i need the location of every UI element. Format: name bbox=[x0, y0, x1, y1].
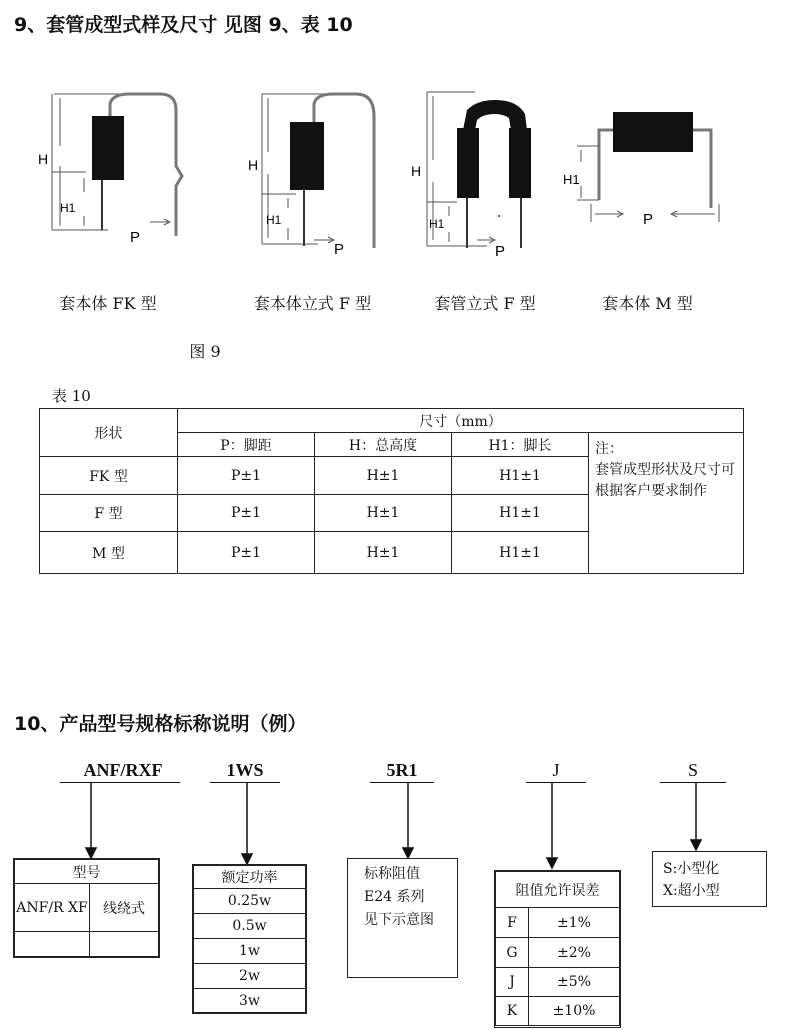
col-header-h1: H1：脚长 bbox=[452, 433, 589, 457]
row-p: P±1 bbox=[178, 532, 315, 574]
model-box bbox=[13, 858, 160, 958]
code-tolerance: J bbox=[552, 760, 560, 780]
size-line1: S:小型化 bbox=[663, 861, 720, 877]
power-box bbox=[192, 864, 307, 1014]
note-header: 注： bbox=[595, 441, 623, 457]
m-p-label: P bbox=[643, 211, 654, 228]
note-text: 套管成型形状及尺寸可根据客户要求制作 bbox=[595, 462, 735, 499]
resistance-line3: 见下示意图 bbox=[364, 912, 434, 928]
power-value: 3w bbox=[194, 989, 306, 1013]
code-resistance: 5R1 bbox=[386, 760, 418, 780]
dim-header: 尺寸（mm） bbox=[178, 409, 744, 433]
resistance-box bbox=[347, 858, 458, 978]
tolerance-code: G bbox=[496, 938, 529, 968]
model-header: 型号 bbox=[15, 860, 159, 884]
row-h: H±1 bbox=[315, 457, 452, 495]
row-h1: H1±1 bbox=[452, 457, 589, 495]
fk-h-label: H bbox=[38, 151, 49, 167]
row-h: H±1 bbox=[315, 495, 452, 532]
figure9-caption: 图 9 bbox=[189, 342, 221, 361]
f2-h1-label: H1 bbox=[429, 217, 445, 231]
tolerance-box bbox=[494, 870, 621, 1028]
section9-title: 9、套管成型式样及尺寸 见图 9、表 10 bbox=[14, 14, 353, 36]
row-h1: H1±1 bbox=[452, 532, 589, 574]
f1-h-label: H bbox=[248, 157, 259, 173]
row-p: P±1 bbox=[178, 457, 315, 495]
power-value: 0.5w bbox=[194, 914, 306, 939]
table10-caption: 表 10 bbox=[52, 387, 91, 405]
shape-header: 形状 bbox=[40, 409, 178, 457]
row-shape: F 型 bbox=[40, 495, 178, 532]
row-h: H±1 bbox=[315, 532, 452, 574]
figure-body-f-caption: 套本体立式 F 型 bbox=[253, 294, 372, 313]
f1-p-label: P bbox=[334, 241, 345, 258]
model-code: ANF/R XF bbox=[15, 884, 90, 932]
f1-h1-label: H1 bbox=[266, 213, 282, 227]
row-shape: FK 型 bbox=[40, 457, 178, 495]
row-shape: M 型 bbox=[40, 532, 178, 574]
code-model: ANF/RXF bbox=[83, 760, 163, 780]
m-h1-label: H1 bbox=[563, 172, 580, 187]
tolerance-value: ±5% bbox=[529, 968, 620, 997]
tolerance-code: J bbox=[496, 968, 529, 997]
tolerance-code: F bbox=[496, 908, 529, 938]
row-h1: H1±1 bbox=[452, 495, 589, 532]
code-size: S bbox=[687, 760, 698, 780]
fk-p-label: P bbox=[130, 229, 141, 246]
tolerance-value: ±2% bbox=[529, 938, 620, 968]
row-p: P±1 bbox=[178, 495, 315, 532]
model-name: 线绕式 bbox=[90, 884, 159, 932]
figure-m-caption: 套本体 M 型 bbox=[602, 294, 693, 313]
resistance-line1: 标称阻值 bbox=[364, 866, 420, 882]
code-power: 1WS bbox=[226, 760, 264, 780]
resistance-line2: E24 系列 bbox=[364, 889, 425, 905]
figure-fk-caption: 套本体 FK 型 bbox=[59, 294, 157, 313]
f2-p-label: P bbox=[495, 243, 506, 260]
col-header-h: H：总高度 bbox=[315, 433, 452, 457]
size-box bbox=[652, 851, 767, 907]
figure-tube-f-caption: 套管立式 F 型 bbox=[434, 294, 536, 313]
power-value: 0.25w bbox=[194, 889, 306, 914]
power-value: 1w bbox=[194, 939, 306, 964]
tolerance-value: ±10% bbox=[529, 997, 620, 1026]
power-header: 额定功率 bbox=[194, 866, 306, 889]
fk-h1-label: H1 bbox=[60, 201, 76, 215]
section10-title: 10、产品型号规格标称说明（例） bbox=[14, 713, 307, 735]
size-line2: X:超小型 bbox=[663, 883, 720, 899]
f2-h-label: H bbox=[411, 163, 422, 179]
power-value: 2w bbox=[194, 964, 306, 989]
tolerance-value: ±1% bbox=[529, 908, 620, 938]
col-header-p: P：脚距 bbox=[178, 433, 315, 457]
tolerance-code: K bbox=[496, 997, 529, 1026]
tolerance-header: 阻值允许误差 bbox=[496, 872, 620, 908]
